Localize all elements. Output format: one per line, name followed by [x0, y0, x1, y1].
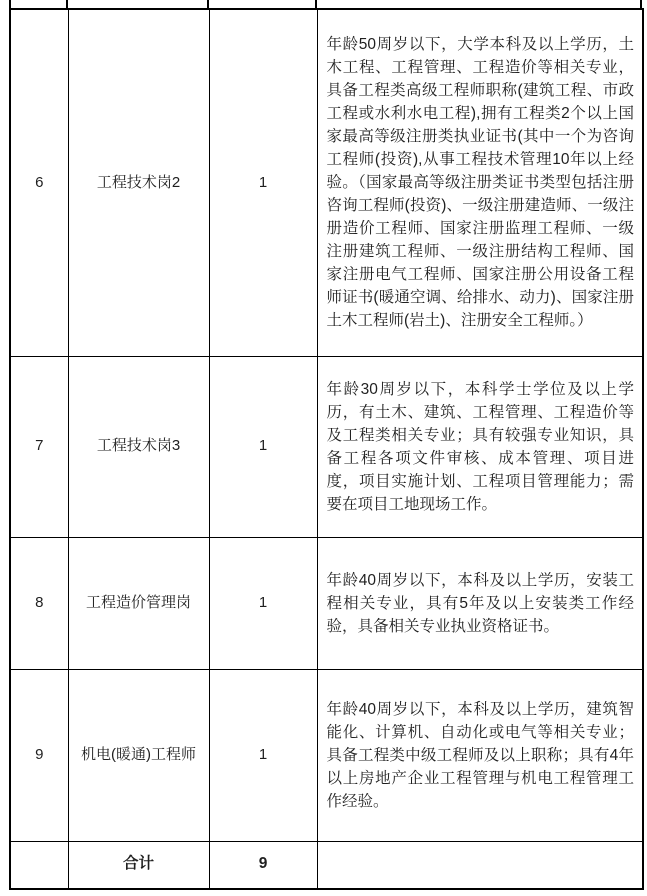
- recruitment-table: [9, 8, 644, 890]
- cell-count: 1: [209, 9, 317, 356]
- cell-seq: 6: [10, 9, 68, 356]
- table-row: [10, 356, 643, 537]
- cell-seq: 9: [10, 669, 68, 841]
- table-total-row: [10, 841, 643, 889]
- cell-seq-empty: [10, 841, 68, 889]
- cell-position: 机电(暖通)工程师: [68, 669, 209, 841]
- table-row: [10, 537, 643, 669]
- table-row: [10, 9, 643, 356]
- cell-count: 1: [209, 537, 317, 669]
- total-label: 合计: [68, 841, 209, 889]
- cell-count: 1: [209, 669, 317, 841]
- cell-requirements-empty: [317, 841, 643, 889]
- table-row: [10, 669, 643, 841]
- cell-requirements: 年龄40周岁以下，本科及以上学历，建筑智能化、计算机、自动化或电气等相关专业；具备工程类中级工程师及以上职称；具有4年以上房地产企业工程管理与机电工程管理工作经验。: [317, 669, 643, 841]
- cell-seq: 7: [10, 356, 68, 537]
- cell-seq: 8: [10, 537, 68, 669]
- cell-requirements: 年龄40周岁以下，本科及以上学历，安装工程相关专业，具有5年及以上安装类工作经验，具备相关专业执业资格证书。: [317, 537, 643, 669]
- cell-position: 工程技术岗3: [68, 356, 209, 537]
- cell-requirements: 年龄30周岁以下，本科学士学位及以上学历，有土木、建筑、工程管理、工程造价等及工程类相关专业；具有较强专业知识，具备工程各项文件审核、成本管理、项目进度，项目实施计划、工程项目管理能力；需要在项目工地现场工作。: [317, 356, 643, 537]
- cell-requirements: 年龄50周岁以下，大学本科及以上学历，土木工程、工程管理、工程造价等相关专业，具备工程类高级工程师职称(建筑工程、市政工程或水利水电工程),拥有工程类2个以上国家最高等级注册类执业证书(其中一个为咨询工程师(投资),从事工程技术管理10年以上经验。（国家最高等级注册类证书类型包括注册咨询工程师(投资)、一级注册建造师、一级注册造价工程师、国家注册监理工程师、一级注册建筑工程师、一级注册结构工程师、国家注册电气工程师、国家注册公用设备工程师证书(暖通空调、给排水、动力)、国家注册土木工程师(岩土)、注册安全工程师。）: [317, 9, 643, 356]
- cell-count: 1: [209, 356, 317, 537]
- total-count: 9: [209, 841, 317, 889]
- cell-position: 工程造价管理岗: [68, 537, 209, 669]
- cell-position: 工程技术岗2: [68, 9, 209, 356]
